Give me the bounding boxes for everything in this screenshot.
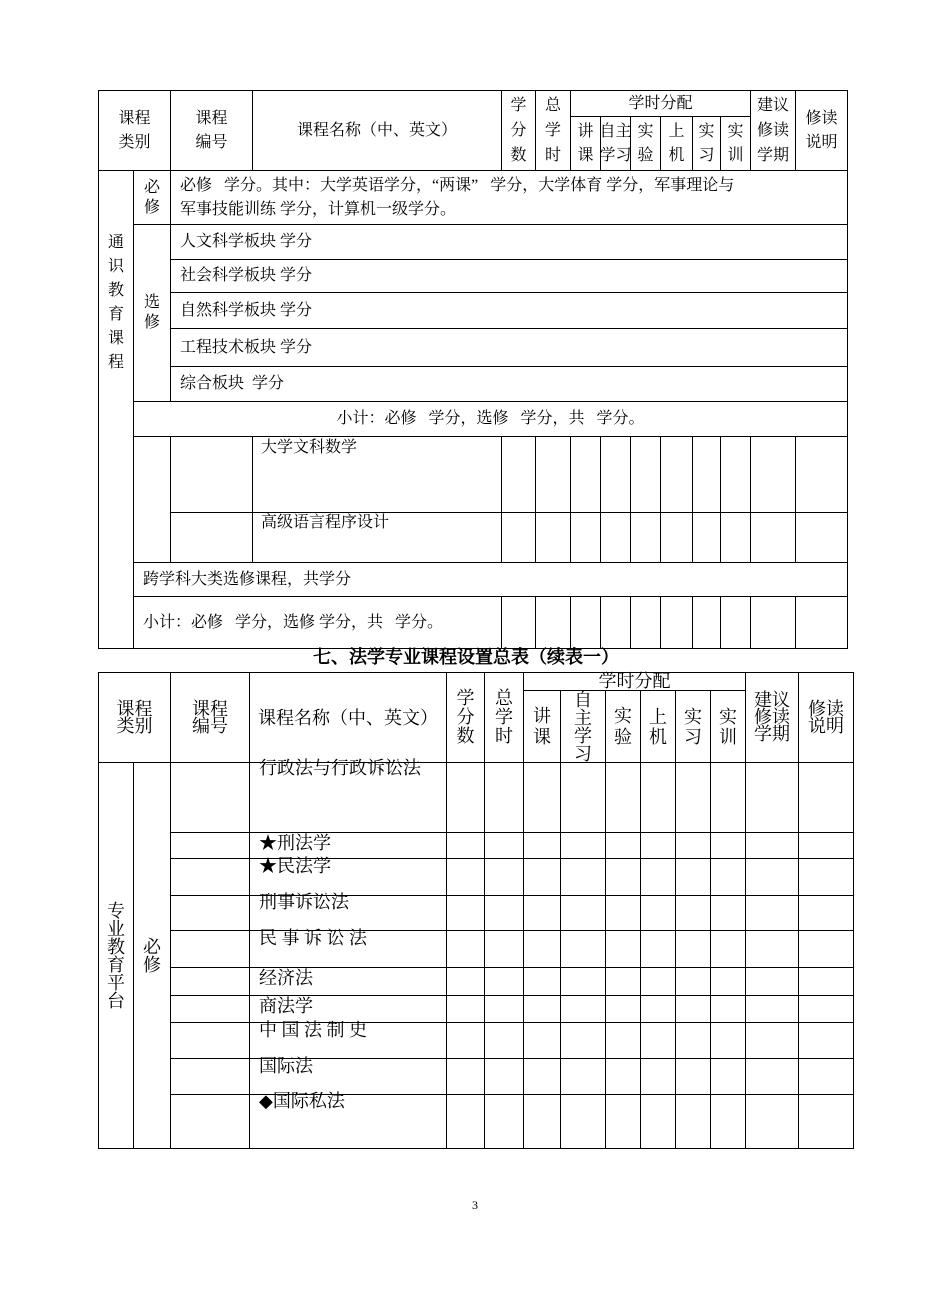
t1-header-code-label: 课程编号 xyxy=(195,109,228,151)
professional-platform-category xyxy=(98,762,134,1149)
empty-cell xyxy=(745,930,799,968)
empty-cell xyxy=(660,512,693,563)
empty-cell xyxy=(720,512,751,563)
t1-header-name-label: 课程名称（中、英文） xyxy=(296,121,457,139)
empty-cell xyxy=(133,436,171,563)
t1-header-suggested-term xyxy=(750,90,796,171)
empty-cell xyxy=(675,930,711,968)
empty-cell xyxy=(710,967,746,996)
t2-header-self-study-label: 自主学习 xyxy=(574,689,592,764)
course-code-cell xyxy=(170,512,253,563)
empty-cell xyxy=(745,967,799,996)
empty-cell xyxy=(600,596,631,649)
empty-cell xyxy=(675,762,711,833)
empty-cell xyxy=(446,930,485,968)
t1-header-total-hours-label: 总学时 xyxy=(544,97,561,164)
t1-header-computer xyxy=(660,116,693,171)
t2-header-name-label: 课程名称（中、英文） xyxy=(258,707,438,728)
empty-cell xyxy=(640,1094,676,1149)
required-description-cell xyxy=(170,170,848,225)
empty-cell xyxy=(560,995,606,1023)
t2-header-remarks xyxy=(798,672,854,763)
course-name-cell xyxy=(249,758,447,833)
course-code-cell xyxy=(170,1022,250,1059)
course-name: 行政法与行政诉讼法 xyxy=(259,758,421,778)
t1-header-training-label: 实训 xyxy=(727,122,744,164)
required-description-line: 军事技能训练 学分，计算机一级学分。 xyxy=(180,200,457,218)
elective-module-row xyxy=(170,292,848,329)
empty-cell xyxy=(750,436,796,513)
t2-header-category-label: 课程类别 xyxy=(116,698,153,736)
empty-cell xyxy=(560,1058,606,1095)
empty-cell xyxy=(523,930,561,968)
course-name-cell xyxy=(249,1022,447,1059)
empty-cell xyxy=(446,1094,485,1149)
required-description xyxy=(180,174,734,222)
t1-header-self-study-label: 自主学习 xyxy=(599,122,632,164)
t2-header-training-label: 实训 xyxy=(719,706,737,747)
t2-required-label-cell xyxy=(133,762,171,1149)
empty-cell xyxy=(484,762,524,833)
course-name-cell xyxy=(249,892,447,931)
empty-cell xyxy=(560,858,606,896)
t2-header-suggested-term-label: 建议修读学期 xyxy=(754,690,790,744)
empty-cell xyxy=(600,436,631,513)
course-name-cell xyxy=(249,1091,447,1149)
t2-header-lecture-label: 讲课 xyxy=(533,705,551,747)
elective-label-cell xyxy=(133,224,171,402)
course-code-cell xyxy=(170,995,250,1023)
course-name: ★刑法学 xyxy=(259,833,331,853)
elective-module-row xyxy=(170,328,848,367)
empty-cell xyxy=(446,895,485,931)
t2-header-total-hours xyxy=(484,672,524,763)
empty-cell xyxy=(675,858,711,896)
t1-header-suggested-term-label: 建议修读学期 xyxy=(756,97,789,164)
course-name-cell xyxy=(249,930,447,968)
course-name: ★民法学 xyxy=(259,856,331,876)
empty-cell xyxy=(745,1022,799,1059)
course-code-cell xyxy=(170,1094,250,1149)
empty-cell xyxy=(795,436,848,513)
empty-cell xyxy=(501,512,536,563)
table1-subtotal xyxy=(133,596,502,649)
course-code-cell xyxy=(170,858,250,896)
t2-header-category xyxy=(98,672,171,763)
t1-header-internship-label: 实习 xyxy=(698,122,715,164)
empty-cell xyxy=(798,1058,854,1095)
course-name: 高级语言程序设计 xyxy=(261,514,390,531)
t2-header-name xyxy=(249,672,447,763)
empty-cell xyxy=(750,512,796,563)
empty-cell xyxy=(630,436,661,513)
empty-cell xyxy=(446,995,485,1023)
t2-header-self-study xyxy=(560,690,606,763)
course-code-cell xyxy=(170,930,250,968)
empty-cell xyxy=(523,858,561,896)
empty-cell xyxy=(640,1022,676,1059)
required-label: 必修 xyxy=(143,178,160,216)
empty-cell xyxy=(446,762,485,833)
t2-header-experiment-label: 实验 xyxy=(614,705,632,747)
t1-header-total-hours xyxy=(535,90,571,171)
t2-header-computer xyxy=(640,690,676,763)
course-name: 国际法 xyxy=(259,1056,313,1076)
empty-cell xyxy=(630,512,661,563)
course-name-cell xyxy=(249,967,447,996)
elective-label: 选修 xyxy=(143,294,160,331)
empty-cell xyxy=(798,858,854,896)
empty-cell xyxy=(484,995,524,1023)
empty-cell xyxy=(523,1022,561,1059)
course-name-cell xyxy=(249,832,447,859)
empty-cell xyxy=(605,995,641,1023)
empty-cell xyxy=(600,512,631,563)
empty-cell xyxy=(560,1094,606,1149)
empty-cell xyxy=(523,967,561,996)
empty-cell xyxy=(446,967,485,996)
elective-module-label: 人文科学板块 学分 xyxy=(180,233,313,250)
empty-cell xyxy=(640,930,676,968)
t1-header-internship xyxy=(692,116,721,171)
empty-cell xyxy=(523,1058,561,1095)
empty-cell xyxy=(795,596,848,649)
empty-cell xyxy=(798,832,854,859)
course-name: 刑事诉讼法 xyxy=(259,892,349,912)
general-education-subtotal-label: 小计：必修 学分，选修 学分，共 学分。 xyxy=(336,410,645,427)
course-name-cell xyxy=(249,995,447,1023)
empty-cell xyxy=(745,858,799,896)
empty-cell xyxy=(720,596,751,649)
t2-header-hours-allocation xyxy=(523,672,746,691)
table2-title: 七、法学专业课程设置总表（续表一） xyxy=(313,647,619,667)
course-name-cell xyxy=(249,858,447,896)
t1-header-experiment-label: 实验 xyxy=(637,122,654,164)
empty-cell xyxy=(484,1094,524,1149)
empty-cell xyxy=(640,858,676,896)
empty-cell xyxy=(660,436,693,513)
empty-cell xyxy=(605,1022,641,1059)
empty-cell xyxy=(605,967,641,996)
t1-header-category-label: 课程类别 xyxy=(118,109,151,151)
empty-cell xyxy=(640,895,676,931)
table1-subtotal-label: 小计：必修 学分，选修 学分，共 学分。 xyxy=(143,613,444,631)
empty-cell xyxy=(605,762,641,833)
empty-cell xyxy=(484,1058,524,1095)
cross-discipline-label: 跨学科大类选修课程，共学分 xyxy=(143,570,352,588)
course-name-cell xyxy=(249,1058,447,1095)
t2-header-experiment xyxy=(605,690,641,763)
empty-cell xyxy=(523,895,561,931)
elective-module-row xyxy=(170,259,848,293)
empty-cell xyxy=(523,995,561,1023)
t2-header-hours-allocation-label: 学时分配 xyxy=(598,671,671,691)
course-code-cell xyxy=(170,832,250,859)
empty-cell xyxy=(640,967,676,996)
course-code-cell xyxy=(170,895,250,931)
t2-header-training xyxy=(710,690,746,763)
empty-cell xyxy=(675,895,711,931)
empty-cell xyxy=(446,1058,485,1095)
empty-cell xyxy=(640,1058,676,1095)
empty-cell xyxy=(446,858,485,896)
empty-cell xyxy=(523,832,561,859)
empty-cell xyxy=(675,1022,711,1059)
t1-header-computer-label: 上机 xyxy=(668,122,685,164)
empty-cell xyxy=(640,995,676,1023)
t1-header-lecture-label: 讲课 xyxy=(577,122,594,164)
empty-cell xyxy=(675,832,711,859)
page-number: 3 xyxy=(472,1198,478,1212)
empty-cell xyxy=(710,858,746,896)
empty-cell xyxy=(710,895,746,931)
course-code-cell xyxy=(170,967,250,996)
elective-module-row xyxy=(170,224,848,260)
course-code-cell xyxy=(170,762,250,833)
empty-cell xyxy=(501,436,536,513)
general-education-category xyxy=(98,170,134,649)
empty-cell xyxy=(798,930,854,968)
empty-cell xyxy=(798,967,854,996)
empty-cell xyxy=(605,1094,641,1149)
elective-module-label: 工程技术板块 学分 xyxy=(180,338,313,356)
t1-header-lecture xyxy=(570,116,601,171)
empty-cell xyxy=(560,832,606,859)
empty-cell xyxy=(560,762,606,833)
empty-cell xyxy=(640,832,676,859)
empty-cell xyxy=(570,512,601,563)
t2-header-suggested-term xyxy=(745,672,799,763)
empty-cell xyxy=(750,596,796,649)
empty-cell xyxy=(745,1094,799,1149)
course-code-cell xyxy=(170,1058,250,1095)
course-name: 大学文科数学 xyxy=(261,439,358,456)
empty-cell xyxy=(501,596,536,649)
t1-header-experiment xyxy=(630,116,661,171)
empty-cell xyxy=(560,1022,606,1059)
empty-cell xyxy=(745,832,799,859)
empty-cell xyxy=(795,512,848,563)
empty-cell xyxy=(660,596,693,649)
empty-cell xyxy=(745,995,799,1023)
empty-cell xyxy=(692,596,721,649)
empty-cell xyxy=(484,1022,524,1059)
professional-platform-label: 专业教育平台 xyxy=(107,900,125,1011)
empty-cell xyxy=(484,967,524,996)
empty-cell xyxy=(446,832,485,859)
course-code-cell xyxy=(170,436,253,513)
empty-cell xyxy=(798,895,854,931)
t2-header-credits-label: 学分数 xyxy=(456,688,475,746)
t2-required-label: 必修 xyxy=(143,936,161,975)
empty-cell xyxy=(605,1058,641,1095)
general-education-category-label: 通识教育课程 xyxy=(107,234,124,371)
elective-module-label: 综合板块 学分 xyxy=(180,375,285,392)
empty-cell xyxy=(692,436,721,513)
empty-cell xyxy=(710,930,746,968)
t1-header-training xyxy=(720,116,751,171)
empty-cell xyxy=(710,1094,746,1149)
t1-header-credits xyxy=(501,90,536,171)
empty-cell xyxy=(570,596,601,649)
t1-header-remarks-label: 修读说明 xyxy=(805,109,838,151)
elective-module-row xyxy=(170,366,848,402)
t2-header-internship-label: 实习 xyxy=(684,706,702,747)
empty-cell xyxy=(675,995,711,1023)
t2-header-total-hours-label: 总学时 xyxy=(495,688,513,746)
t2-header-code xyxy=(170,672,250,763)
empty-cell xyxy=(745,895,799,931)
t1-header-code xyxy=(170,90,253,171)
course-name-cell xyxy=(252,512,502,563)
empty-cell xyxy=(675,967,711,996)
empty-cell xyxy=(710,1022,746,1059)
empty-cell xyxy=(605,832,641,859)
empty-cell xyxy=(675,1094,711,1149)
t1-header-category xyxy=(98,90,171,171)
empty-cell xyxy=(720,436,751,513)
course-name: 民 事 诉 讼 法 xyxy=(259,928,367,948)
empty-cell xyxy=(560,930,606,968)
course-name: 商法学 xyxy=(259,996,313,1016)
t1-header-self-study xyxy=(600,116,631,171)
empty-cell xyxy=(535,596,571,649)
t1-header-name xyxy=(252,90,502,171)
empty-cell xyxy=(605,895,641,931)
t1-header-remarks xyxy=(795,90,848,171)
empty-cell xyxy=(446,1022,485,1059)
empty-cell xyxy=(560,895,606,931)
empty-cell xyxy=(535,436,571,513)
empty-cell xyxy=(710,995,746,1023)
t1-header-credits-label: 学分数 xyxy=(510,97,527,164)
elective-module-label: 社会科学板块 学分 xyxy=(180,267,313,284)
t2-header-credits xyxy=(446,672,485,763)
empty-cell xyxy=(745,762,799,833)
t2-header-internship xyxy=(675,690,711,763)
empty-cell xyxy=(710,762,746,833)
empty-cell xyxy=(640,762,676,833)
empty-cell xyxy=(570,436,601,513)
general-education-subtotal xyxy=(133,401,848,437)
cross-discipline-row xyxy=(133,562,848,597)
t2-header-computer-label: 上机 xyxy=(649,706,667,747)
required-label-cell xyxy=(133,170,171,225)
empty-cell xyxy=(535,512,571,563)
t2-header-code-label: 课程编号 xyxy=(192,698,228,736)
course-name-cell xyxy=(252,436,502,513)
empty-cell xyxy=(692,512,721,563)
empty-cell xyxy=(745,1058,799,1095)
t2-header-lecture xyxy=(523,690,561,763)
empty-cell xyxy=(798,995,854,1023)
empty-cell xyxy=(605,930,641,968)
empty-cell xyxy=(710,1058,746,1095)
empty-cell xyxy=(798,1094,854,1149)
course-name: ◆国际私法 xyxy=(259,1091,345,1111)
empty-cell xyxy=(523,762,561,833)
empty-cell xyxy=(484,930,524,968)
empty-cell xyxy=(484,832,524,859)
t1-header-hours-allocation xyxy=(570,90,751,117)
empty-cell xyxy=(605,858,641,896)
empty-cell xyxy=(798,762,854,833)
empty-cell xyxy=(484,895,524,931)
empty-cell xyxy=(484,858,524,896)
empty-cell xyxy=(523,1094,561,1149)
t1-header-hours-allocation-label: 学时分配 xyxy=(628,94,693,112)
t2-header-remarks-label: 修读说明 xyxy=(808,698,844,736)
empty-cell xyxy=(630,596,661,649)
elective-module-label: 自然科学板块 学分 xyxy=(180,301,313,319)
empty-cell xyxy=(798,1022,854,1059)
empty-cell xyxy=(675,1058,711,1095)
course-name: 中 国 法 制 史 xyxy=(259,1020,367,1040)
empty-cell xyxy=(560,967,606,996)
empty-cell xyxy=(710,832,746,859)
required-description-line: 必修 学分。其中：大学英语学分，“两课” 学分，大学体育 学分，军事理论与 xyxy=(180,176,735,194)
course-name: 经济法 xyxy=(259,968,313,988)
